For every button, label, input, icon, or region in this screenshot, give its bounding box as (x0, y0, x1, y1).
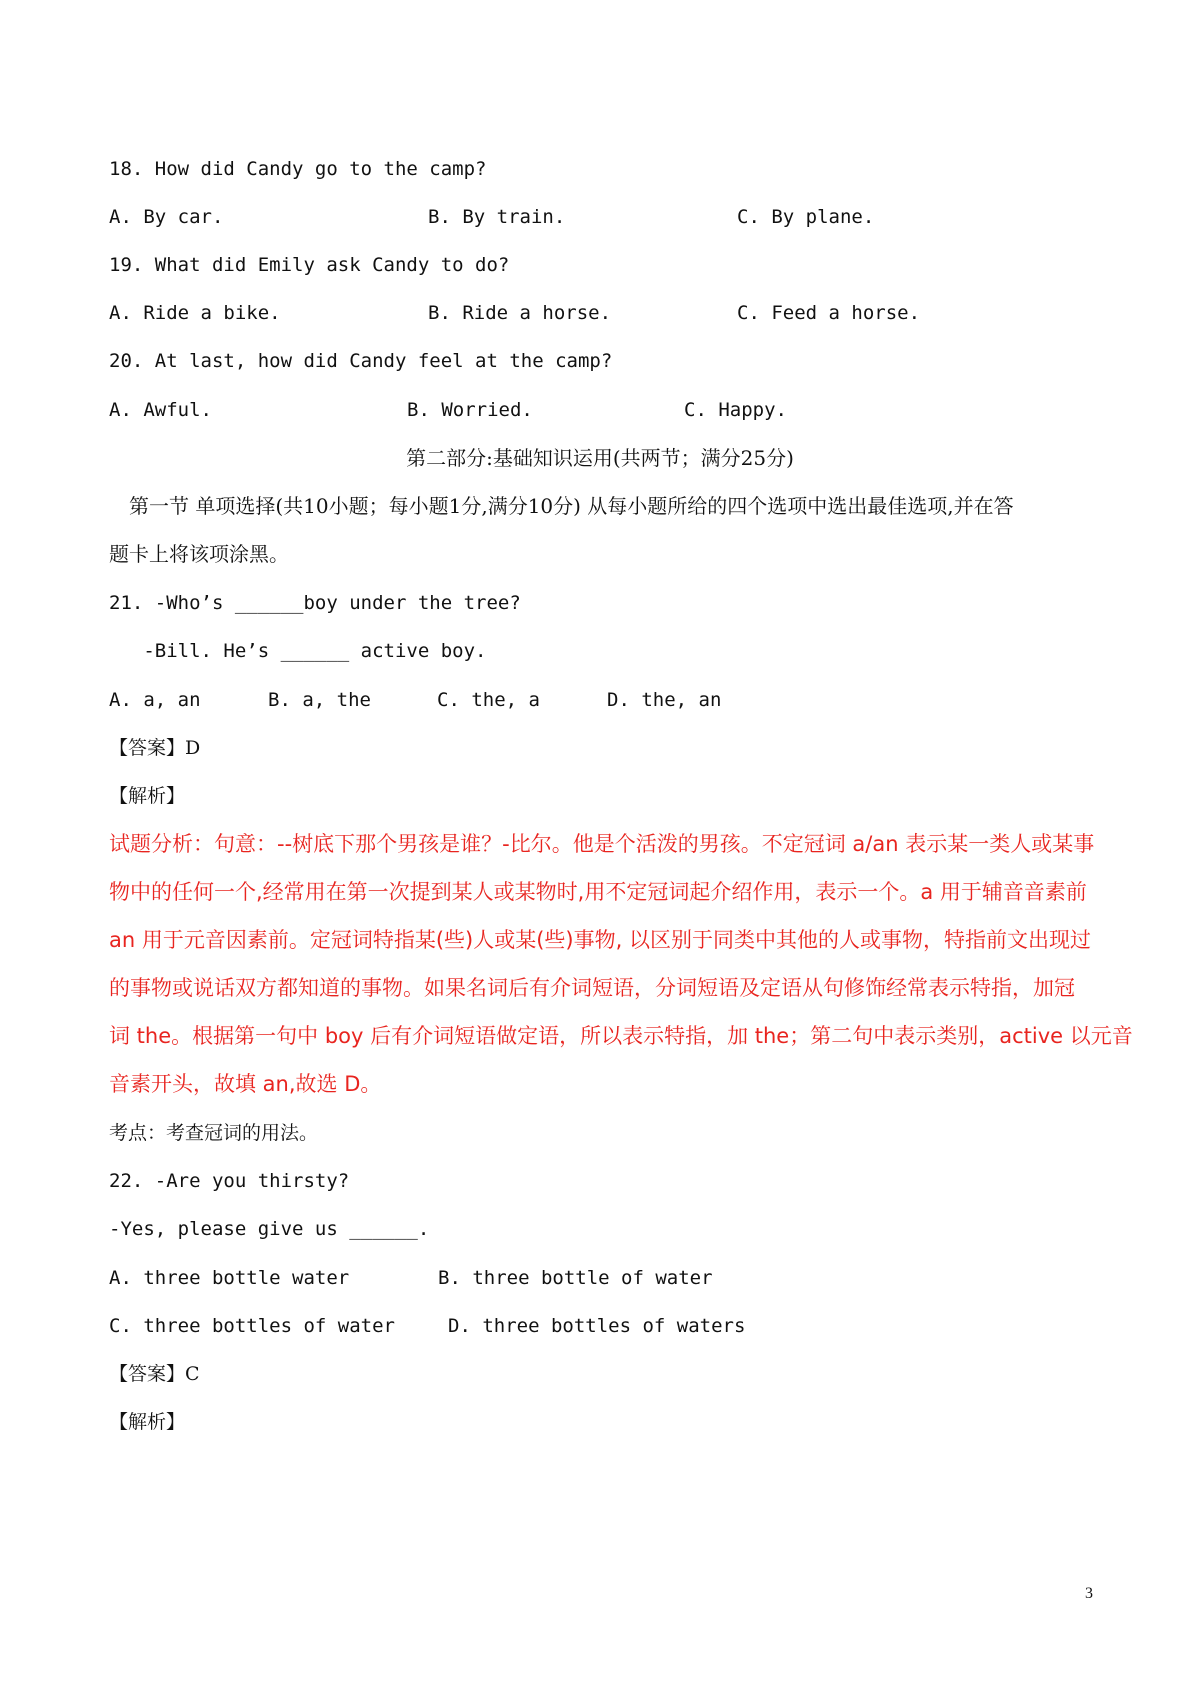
question-21-line2: -Bill. He’s ______ active boy. (109, 640, 487, 662)
q21-kaodian: 考点：考查冠词的用法。 (109, 1122, 319, 1144)
section1-instructions-line1: 第一节 单项选择(共10小题；每小题1分,满分10分) 从每小题所给的四个选项中选出最佳选项,并在答 (109, 494, 1014, 518)
q22-option-d: D. three bottles of waters (448, 1315, 746, 1337)
q18-option-b: B. By train. (428, 206, 566, 228)
q21-explanation-line: an 用于元音因素前。定冠词特指某(些)人或某(些)事物, 以区别于同类中其他的人或事物，特指前文出现过 (109, 928, 1091, 952)
q22-option-c: C. three bottles of water (109, 1315, 395, 1337)
page-number: 3 (1085, 1585, 1093, 1602)
q18-option-c: C. By plane. (737, 206, 875, 228)
question-18: 18. How did Candy go to the camp? (109, 158, 487, 180)
q19-option-a: A. Ride a bike. (109, 302, 281, 324)
q21-analysis-label: 【解析】 (109, 785, 186, 807)
question-20: 20. At last, how did Candy feel at the camp? (109, 350, 613, 372)
section1-instructions-line2: 题卡上将该项涂黑。 (109, 542, 289, 566)
question-22-line2: -Yes, please give us ______. (109, 1218, 430, 1240)
q21-explanation-line: 音素开头，故填 an,故选 D。 (109, 1072, 382, 1096)
question-21-line1: 21. -Who’s ______boy under the tree? (109, 592, 521, 614)
q18-option-a: A. By car. (109, 206, 224, 228)
question-19: 19. What did Emily ask Candy to do? (109, 254, 510, 276)
q22-answer: 【答案】C (109, 1363, 200, 1385)
q20-option-b: B. Worried. (407, 399, 533, 421)
q21-option-a: A. a, an (109, 689, 201, 711)
question-22-line1: 22. -Are you thirsty? (109, 1170, 350, 1192)
q21-explanation-line: 物中的任何一个,经常用在第一次提到某人或某物时,用不定冠词起介绍作用，表示一个。a 用于辅音音素前 (109, 880, 1087, 904)
q21-explanation-line: 试题分析：句意：--树底下那个男孩是谁？-比尔。他是个活泼的男孩。不定冠词 a/an 表示某一类人或某事 (109, 832, 1095, 856)
q22-option-b: B. three bottle of water (438, 1267, 713, 1289)
q19-option-b: B. Ride a horse. (428, 302, 612, 324)
q20-option-c: C. Happy. (684, 399, 787, 421)
q21-option-c: C. the, a (437, 689, 540, 711)
q20-option-a: A. Awful. (109, 399, 212, 421)
q21-answer: 【答案】D (109, 737, 201, 759)
q21-option-d: D. the, an (607, 689, 722, 711)
q21-explanation-line: 词 the。根据第一句中 boy 后有介词短语做定语，所以表示特指，加 the；第二句中表示类别，active 以元音 (109, 1024, 1133, 1048)
q22-analysis-label: 【解析】 (109, 1411, 186, 1433)
q21-explanation-line: 的事物或说话双方都知道的事物。如果名词后有介词短语，分词短语及定语从句修饰经常表示特指，加冠 (109, 976, 1075, 1000)
q21-option-b: B. a, the (268, 689, 371, 711)
q22-option-a: A. three bottle water (109, 1267, 350, 1289)
part2-title: 第二部分:基础知识运用(共两节；满分25分) (406, 446, 794, 470)
q19-option-c: C. Feed a horse. (737, 302, 921, 324)
